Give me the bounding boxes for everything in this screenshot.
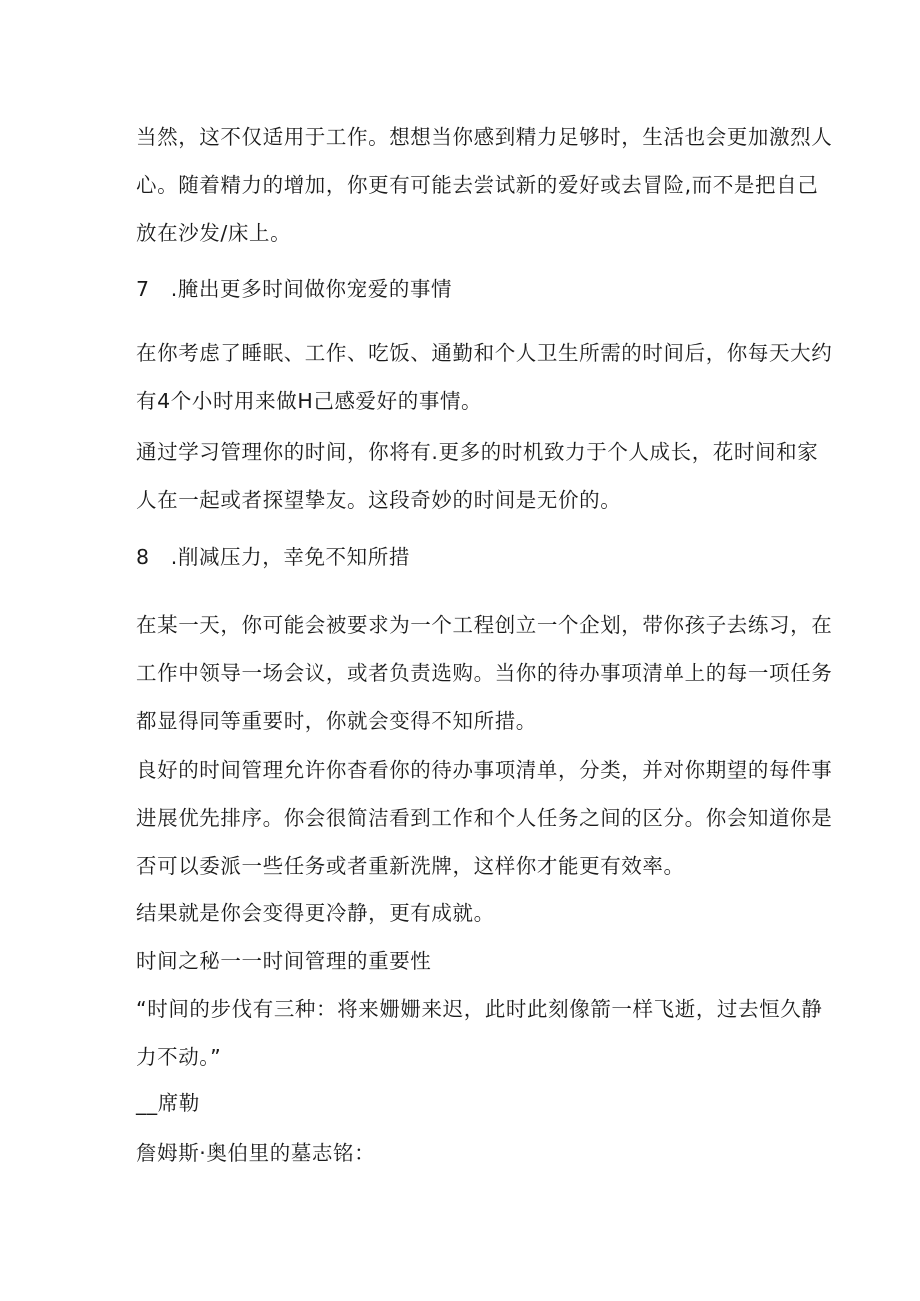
text-line: 都显得同等重要时，你就会变得不知所措。	[136, 709, 537, 733]
section-heading-7	[136, 273, 792, 305]
text-line: 通过学习管理你的时间，你将有.更多的时机致力于个人成长，花时间和家	[136, 440, 819, 464]
heading-text: 7 .腌出更多时间做你宠爱的事情	[136, 277, 453, 301]
text-line: 放在沙发/床上。	[136, 221, 292, 245]
quote-attribution	[136, 1087, 792, 1119]
text-line: 心。随着精力的增加，你更有可能去尝试新的爱好或去冒险,而不是把自己	[136, 173, 819, 197]
text-line: 否可以委派一些任务或者重新洗牌，这样你才能更有效率。	[136, 854, 685, 878]
quote-line: 力不动。”	[136, 1045, 222, 1069]
section-heading-8	[136, 541, 792, 573]
text-line: 工作中领导一场会议，或者负责选购。当你的待办事项清单上的每一项任务	[136, 661, 833, 685]
text-line: 当然，这不仅适用于工作。想想当你感到精力足够时，生活也会更加激烈人	[136, 125, 833, 149]
epitaph-heading	[136, 1137, 792, 1169]
text-line: 进展优先排序。你会很简洁看到工作和个人任务之间的区分。你会知道你是	[136, 806, 833, 830]
text-line: 人在一起或者探望挚友。这段奇妙的时间是无价的。	[136, 488, 622, 512]
heading-text: 詹姆斯·奥伯里的墓志铭：	[136, 1141, 376, 1165]
quote-line: “时间的步伐有三种：将来姗姗来迟，此时此刻像箭一样飞逝，过去恒久静	[136, 997, 823, 1021]
heading-text: 8 .削减压力，幸免不知所措	[136, 545, 410, 569]
paragraph-free-hours	[136, 329, 833, 425]
text-line: 良好的时间管理允许你杳看你的待办事项清单，分类，并对你期望的每件事	[136, 758, 833, 782]
text-line: 在你考虑了睡眠、工作、吃饭、通勤和个人卫生所需的时间后，你每天大约	[136, 341, 833, 365]
paragraph-personal-growth	[136, 428, 819, 524]
text-line: 在某一天，你可能会被要求为一个工程创立一个企划，带你孩子去练习，在	[136, 613, 833, 637]
section-title-time-secret	[136, 945, 792, 977]
paragraph-overwhelmed	[136, 601, 833, 745]
text-line: 有4个小时用来做H己感爱好的事情。	[136, 389, 483, 413]
paragraph-energy-life	[136, 113, 833, 257]
heading-text: 时间之秘一一时间管理的重要性	[136, 949, 432, 973]
attribution-text: __席勒	[136, 1091, 200, 1115]
paragraph-prioritize	[136, 746, 833, 890]
quote-schiller	[136, 985, 823, 1081]
text-line: 结果就是你会变得更冷静，更有成就。	[136, 901, 495, 925]
paragraph-result	[136, 897, 792, 929]
